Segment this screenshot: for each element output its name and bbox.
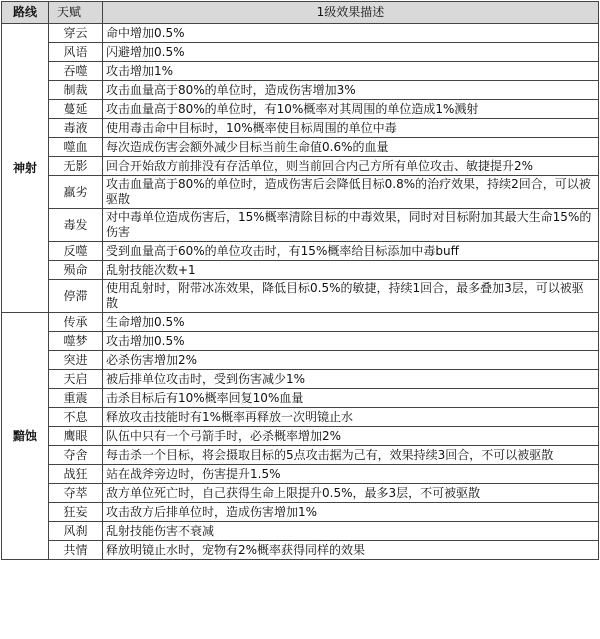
table-row bbox=[2, 351, 599, 370]
talent-name: 共情 bbox=[49, 541, 103, 560]
talent-table bbox=[1, 1, 599, 560]
talent-name: 羸劣 bbox=[49, 176, 103, 209]
table-row bbox=[2, 176, 599, 209]
table-row bbox=[2, 427, 599, 446]
talent-name: 突进 bbox=[49, 351, 103, 370]
talent-description: 命中增加0.5% bbox=[103, 24, 599, 43]
talent-description: 使用毒击命中目标时，10%概率使目标周围的单位中毒 bbox=[103, 119, 599, 138]
talent-name: 噬血 bbox=[49, 138, 103, 157]
talent-name: 毒发 bbox=[49, 209, 103, 242]
table-row bbox=[2, 370, 599, 389]
header-desc: 1级效果描述 bbox=[103, 2, 599, 24]
table-row bbox=[2, 313, 599, 332]
talent-name: 无影 bbox=[49, 157, 103, 176]
talent-description: 使用乱射时，附带冰冻效果，降低目标0.5%的敏捷，持续1回合，最多叠加3层，可以被驱散 bbox=[103, 280, 599, 313]
talent-description: 队伍中只有一个弓箭手时，必杀概率增加2% bbox=[103, 427, 599, 446]
table-row bbox=[2, 261, 599, 280]
table-row bbox=[2, 119, 599, 138]
talent-name: 噬梦 bbox=[49, 332, 103, 351]
table-body bbox=[2, 24, 599, 560]
table-row bbox=[2, 138, 599, 157]
talent-description: 敌方单位死亡时，自己获得生命上限提升0.5%，最多3层，不可被驱散 bbox=[103, 484, 599, 503]
talent-description: 每次造成伤害会额外减少目标当前生命值0.6%的血量 bbox=[103, 138, 599, 157]
route-name: 黯蚀 bbox=[2, 313, 49, 560]
talent-name: 蔓延 bbox=[49, 100, 103, 119]
table-row bbox=[2, 209, 599, 242]
header-talent: 天赋 bbox=[49, 2, 103, 24]
talent-description: 击杀目标后有10%概率回复10%血量 bbox=[103, 389, 599, 408]
talent-description: 受到血量高于60%的单位攻击时，有15%概率给目标添加中毒buff bbox=[103, 242, 599, 261]
talent-name: 狂妄 bbox=[49, 503, 103, 522]
talent-name: 停滞 bbox=[49, 280, 103, 313]
talent-name: 夺萃 bbox=[49, 484, 103, 503]
talent-description: 释放明镜止水时，宠物有2%概率获得同样的效果 bbox=[103, 541, 599, 560]
talent-name: 传承 bbox=[49, 313, 103, 332]
talent-name: 鹰眼 bbox=[49, 427, 103, 446]
route-name: 神射 bbox=[2, 24, 49, 313]
table-row bbox=[2, 484, 599, 503]
talent-description: 攻击增加0.5% bbox=[103, 332, 599, 351]
talent-name: 天启 bbox=[49, 370, 103, 389]
table-row bbox=[2, 100, 599, 119]
talent-description: 回合开始敌方前排没有存活单位，则当前回合内己方所有单位攻击、敏捷提升2% bbox=[103, 157, 599, 176]
table-row bbox=[2, 408, 599, 427]
talent-name: 夺舍 bbox=[49, 446, 103, 465]
talent-name: 制裁 bbox=[49, 81, 103, 100]
table-row bbox=[2, 503, 599, 522]
talent-name: 毒液 bbox=[49, 119, 103, 138]
talent-description: 必杀伤害增加2% bbox=[103, 351, 599, 370]
header-route: 路线 bbox=[2, 2, 49, 24]
talent-description: 释放攻击技能时有1%概率再释放一次明镜止水 bbox=[103, 408, 599, 427]
table-row bbox=[2, 280, 599, 313]
talent-description: 乱射技能伤害不衰减 bbox=[103, 522, 599, 541]
table-row bbox=[2, 157, 599, 176]
talent-name: 重震 bbox=[49, 389, 103, 408]
talent-description: 对中毒单位造成伤害后，15%概率清除目标的中毒效果，同时对目标附加其最大生命15%的伤害 bbox=[103, 209, 599, 242]
talent-name: 反噬 bbox=[49, 242, 103, 261]
talent-name: 战狂 bbox=[49, 465, 103, 484]
talent-name: 穿云 bbox=[49, 24, 103, 43]
table-row bbox=[2, 541, 599, 560]
table-row bbox=[2, 43, 599, 62]
talent-description: 攻击增加1% bbox=[103, 62, 599, 81]
talent-description: 每击杀一个目标，将会摄取目标的5点攻击据为己有，效果持续3回合，不可以被驱散 bbox=[103, 446, 599, 465]
table-row bbox=[2, 522, 599, 541]
talent-description: 攻击血量高于80%的单位时，造成伤害后会降低目标0.8%的治疗效果，持续2回合，可以被驱散 bbox=[103, 176, 599, 209]
talent-description: 站在战斧旁边时，伤害提升1.5% bbox=[103, 465, 599, 484]
talent-description: 被后排单位攻击时，受到伤害减少1% bbox=[103, 370, 599, 389]
talent-description: 闪避增加0.5% bbox=[103, 43, 599, 62]
table-row bbox=[2, 465, 599, 484]
talent-name: 殒命 bbox=[49, 261, 103, 280]
talent-description: 攻击血量高于80%的单位时，有10%概率对其周围的单位造成1%溅射 bbox=[103, 100, 599, 119]
talent-name: 风刹 bbox=[49, 522, 103, 541]
talent-description: 生命增加0.5% bbox=[103, 313, 599, 332]
table-row bbox=[2, 62, 599, 81]
table-row bbox=[2, 242, 599, 261]
table-row bbox=[2, 332, 599, 351]
header-row bbox=[2, 2, 599, 24]
table-row bbox=[2, 81, 599, 100]
talent-name: 不息 bbox=[49, 408, 103, 427]
talent-name: 风语 bbox=[49, 43, 103, 62]
talent-description: 乱射技能次数+1 bbox=[103, 261, 599, 280]
talent-name: 吞噬 bbox=[49, 62, 103, 81]
table-row bbox=[2, 446, 599, 465]
table-row bbox=[2, 389, 599, 408]
talent-description: 攻击敌方后排单位时，造成伤害增加1% bbox=[103, 503, 599, 522]
table-row bbox=[2, 24, 599, 43]
talent-description: 攻击血量高于80%的单位时，造成伤害增加3% bbox=[103, 81, 599, 100]
